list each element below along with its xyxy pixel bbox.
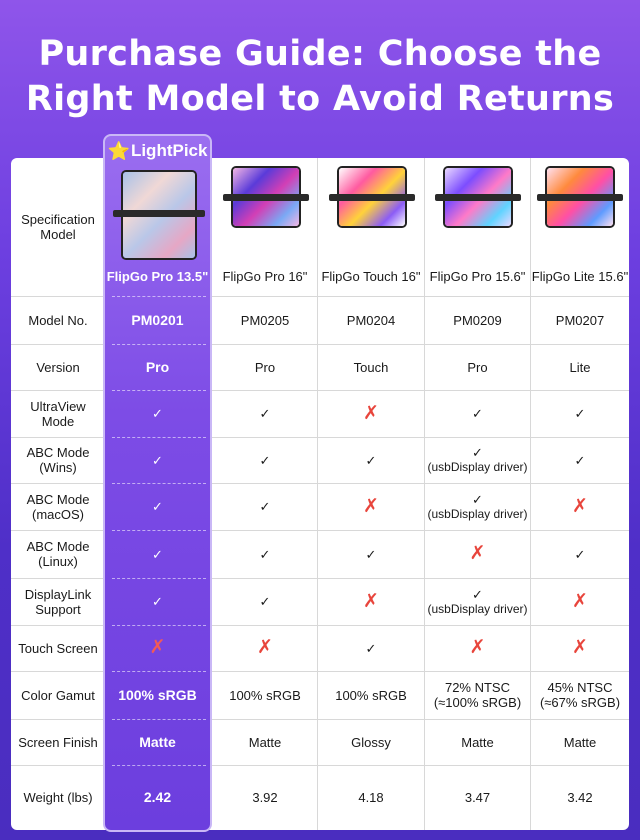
badge-label: LightPick: [130, 141, 208, 160]
row-value-4: [425, 765, 531, 830]
model-name: FlipGo Pro 16": [222, 269, 308, 284]
cell-content: [144, 790, 171, 805]
cell-content: [354, 360, 389, 375]
cross-icon: ✗: [572, 637, 588, 658]
model-header-2: [213, 158, 318, 296]
row-value-5: [531, 344, 629, 390]
row-label: Version: [36, 359, 80, 375]
cell-content: [427, 587, 527, 617]
check-icon: ✓: [472, 586, 483, 602]
row-value-1: [105, 483, 210, 530]
row-value-5: [531, 437, 629, 483]
cell-content: [363, 402, 379, 424]
row-value-2: [213, 390, 318, 437]
value-text: PM0204: [346, 312, 396, 328]
check-icon: ✓: [574, 546, 586, 562]
row-label: ABC Mode (Linux): [26, 539, 90, 569]
cross-icon: ✗: [149, 637, 166, 658]
cell-content: [567, 790, 592, 805]
row-value-5: [531, 390, 629, 437]
row-value-1: [105, 530, 210, 578]
row-value-5: [531, 625, 629, 671]
title-line-1: Purchase Guide: Choose the: [38, 34, 602, 74]
row-value-3: [318, 390, 425, 437]
cell-content: [427, 445, 527, 475]
cell-content: [572, 590, 588, 612]
cell-content: [255, 360, 275, 375]
value-text: PM0205: [240, 312, 290, 328]
value-text: PM0209: [453, 312, 502, 328]
value-text: Pro: [145, 358, 170, 375]
cross-icon: ✗: [257, 637, 273, 658]
cell-content: [260, 499, 271, 514]
hinge-bar: [435, 194, 521, 201]
row-value-3: [318, 578, 425, 625]
page-title: [0, 32, 640, 122]
cross-icon: ✗: [363, 402, 379, 424]
value-text: PM0201: [131, 311, 184, 328]
check-icon: ✓: [574, 406, 586, 421]
value-text: 72% NTSC: [444, 680, 510, 695]
row-value-4: [425, 578, 531, 625]
row-value-5: [531, 483, 629, 530]
row-value-5: [531, 719, 629, 765]
row-value-3: [318, 765, 425, 830]
check-icon: ✓: [259, 499, 271, 514]
row-value-3: [318, 671, 425, 719]
model-header-3: [318, 158, 425, 296]
model-name: FlipGo Touch 16": [321, 269, 421, 284]
cell-content: [152, 453, 163, 468]
cell-content: [335, 688, 407, 703]
cell-content: [575, 406, 586, 421]
row-value-4: [425, 719, 531, 765]
row-value-2: [213, 625, 318, 671]
cell-content: [427, 492, 527, 522]
cell-content: [347, 313, 395, 328]
cell-content: [260, 594, 271, 609]
check-icon: ✓: [152, 594, 163, 609]
row-label: UltraView Mode: [30, 398, 86, 429]
row-label: Screen Finish: [18, 734, 98, 750]
row-value-1: [105, 625, 210, 671]
row-value-3: [318, 437, 425, 483]
value-text: Matte: [461, 734, 494, 750]
value-text: 3.42: [567, 790, 593, 805]
cell-content: [470, 545, 486, 563]
product-image: [223, 166, 309, 224]
cell-content: [465, 790, 490, 805]
value-text: Glossy: [351, 734, 391, 750]
row-value-5: [531, 578, 629, 625]
cell-content: [575, 453, 586, 468]
value-text: Matte: [139, 733, 176, 750]
row-value-2: [213, 344, 318, 390]
cell-content: [150, 639, 166, 657]
cell-content: [472, 406, 483, 421]
value-text: Matte: [248, 734, 282, 750]
cross-icon: ✗: [572, 495, 588, 517]
value-text: 2.42: [143, 789, 172, 805]
value-text: 100% sRGB: [335, 687, 407, 703]
cell-content: [152, 594, 163, 609]
cell-content: [570, 360, 591, 375]
row-value-4: [425, 625, 531, 671]
value-text: Matte: [563, 734, 597, 750]
cell-content: [434, 680, 521, 710]
row-value-4: [425, 483, 531, 530]
row-value-4: [425, 390, 531, 437]
cell-content: [351, 735, 391, 750]
check-icon: ✓: [472, 406, 483, 421]
cell-content: [229, 688, 301, 703]
star-icon: ⭐: [107, 140, 130, 161]
value-text: 100% sRGB: [118, 686, 197, 703]
cell-content: [260, 547, 271, 562]
cell-content: [241, 313, 289, 328]
row-value-4: [425, 671, 531, 719]
value-text: 4.18: [358, 790, 384, 805]
cell-content: [540, 680, 620, 710]
driver-note: (usbDisplay driver): [427, 506, 528, 521]
cell-content: [575, 547, 586, 562]
value-text: Pro: [467, 359, 488, 375]
cell-content: [467, 360, 487, 375]
row-value-3: [318, 483, 425, 530]
cross-icon: ✗: [469, 543, 486, 564]
row-label: Color Gamut: [21, 687, 95, 703]
cell-content: [453, 313, 501, 328]
value-text: Lite: [569, 359, 591, 375]
value-text: 100% sRGB: [229, 687, 301, 703]
row-label: DisplayLink Support: [24, 586, 92, 617]
row-label: ABC Mode (macOS): [26, 491, 90, 522]
value-text: Pro: [254, 359, 276, 375]
hinge-bar: [113, 210, 205, 217]
cross-icon: ✗: [363, 495, 379, 517]
row-value-1: [105, 765, 210, 830]
row-value-5: [531, 296, 629, 344]
cell-content: [366, 547, 377, 562]
row-value-2: [213, 671, 318, 719]
row-value-2: [213, 437, 318, 483]
row-value-4: [425, 344, 531, 390]
cell-content: [152, 547, 163, 562]
cell-content: [556, 313, 604, 328]
cell-content: [260, 406, 271, 421]
check-icon: ✓: [152, 499, 163, 514]
check-icon: ✓: [259, 546, 271, 562]
row-value-1: [105, 671, 210, 719]
check-icon: ✓: [259, 594, 271, 609]
check-icon: ✓: [574, 452, 586, 468]
value-text: Touch: [353, 359, 389, 375]
cell-content: [139, 735, 176, 750]
value-text: 45% NTSC: [547, 680, 613, 695]
cross-icon: ✗: [572, 590, 588, 612]
row-value-5: [531, 530, 629, 578]
cell-content: [260, 453, 271, 468]
row-value-2: [213, 530, 318, 578]
row-value-3: [318, 719, 425, 765]
cell-content: [461, 735, 494, 750]
value-subtext: (≈67% sRGB): [539, 695, 621, 710]
check-icon: ✓: [152, 452, 163, 468]
row-value-4: [425, 437, 531, 483]
model-header-4: [425, 158, 531, 296]
row-value-2: [213, 765, 318, 830]
row-value-1: [105, 578, 210, 625]
cell-content: [366, 641, 377, 656]
check-icon: ✓: [259, 452, 271, 468]
cell-content: [564, 735, 597, 750]
cell-content: [572, 495, 588, 517]
row-value-2: [213, 296, 318, 344]
title-line-2: Right Model to Avoid Returns: [25, 79, 615, 119]
check-icon: ✓: [365, 452, 377, 468]
row-value-1: [105, 390, 210, 437]
product-image: [537, 166, 623, 224]
check-icon: ✓: [472, 491, 483, 507]
cell-content: [249, 735, 282, 750]
cell-content: [572, 639, 588, 657]
cell-content: [152, 406, 163, 421]
driver-note: (usbDisplay driver): [427, 460, 528, 474]
row-value-2: [213, 483, 318, 530]
check-icon: ✓: [259, 406, 271, 421]
driver-note: (usbDisplay driver): [427, 601, 528, 616]
cross-icon: ✗: [363, 590, 379, 612]
row-value-2: [213, 719, 318, 765]
row-label: Model No.: [28, 312, 88, 328]
row-value-1: [105, 437, 210, 483]
cell-content: [366, 453, 377, 468]
check-icon: ✓: [152, 546, 163, 562]
row-value-2: [213, 578, 318, 625]
hinge-bar: [329, 194, 415, 201]
row-value-4: [425, 530, 531, 578]
row-value-3: [318, 296, 425, 344]
row-label: Weight (lbs): [23, 790, 93, 805]
check-icon: ✓: [472, 445, 483, 460]
product-image: [113, 166, 205, 224]
cell-content: [131, 313, 183, 328]
cell-content: [257, 639, 273, 657]
hinge-bar: [223, 194, 309, 201]
cell-content: [252, 790, 277, 805]
model-header-5: [531, 158, 629, 296]
product-image: [329, 166, 415, 224]
model-name: FlipGo Pro 13.5": [106, 269, 209, 284]
value-text: PM0207: [555, 312, 605, 328]
check-icon: ✓: [152, 406, 163, 421]
value-text: 3.92: [252, 790, 278, 805]
product-image: [435, 166, 521, 224]
row-value-3: [318, 344, 425, 390]
cell-content: [363, 495, 379, 517]
header-label: Specification Model: [21, 212, 95, 242]
cell-content: [146, 360, 169, 375]
row-value-1: [105, 719, 210, 765]
cell-content: [470, 639, 486, 657]
check-icon: ✓: [365, 640, 377, 656]
check-icon: ✓: [365, 546, 377, 562]
row-value-5: [531, 765, 629, 830]
cell-content: [152, 499, 163, 514]
cell-content: [118, 688, 197, 703]
row-label: ABC Mode (Wins): [26, 445, 90, 475]
row-value-1: [105, 344, 210, 390]
value-subtext: (≈100% sRGB): [433, 695, 522, 710]
cell-content: [363, 590, 379, 612]
model-name: FlipGo Pro 15.6": [429, 269, 526, 284]
highlight-divider: [112, 296, 206, 297]
row-value-3: [318, 530, 425, 578]
row-value-5: [531, 671, 629, 719]
value-text: 3.47: [464, 790, 491, 805]
row-value-3: [318, 625, 425, 671]
cross-icon: ✗: [469, 637, 486, 658]
hinge-bar: [537, 194, 623, 201]
model-header-1: [105, 158, 210, 296]
model-name: FlipGo Lite 15.6": [531, 269, 629, 284]
row-label: Touch Screen: [18, 640, 98, 656]
cell-content: [358, 790, 383, 805]
row-value-4: [425, 296, 531, 344]
row-value-1: [105, 296, 210, 344]
